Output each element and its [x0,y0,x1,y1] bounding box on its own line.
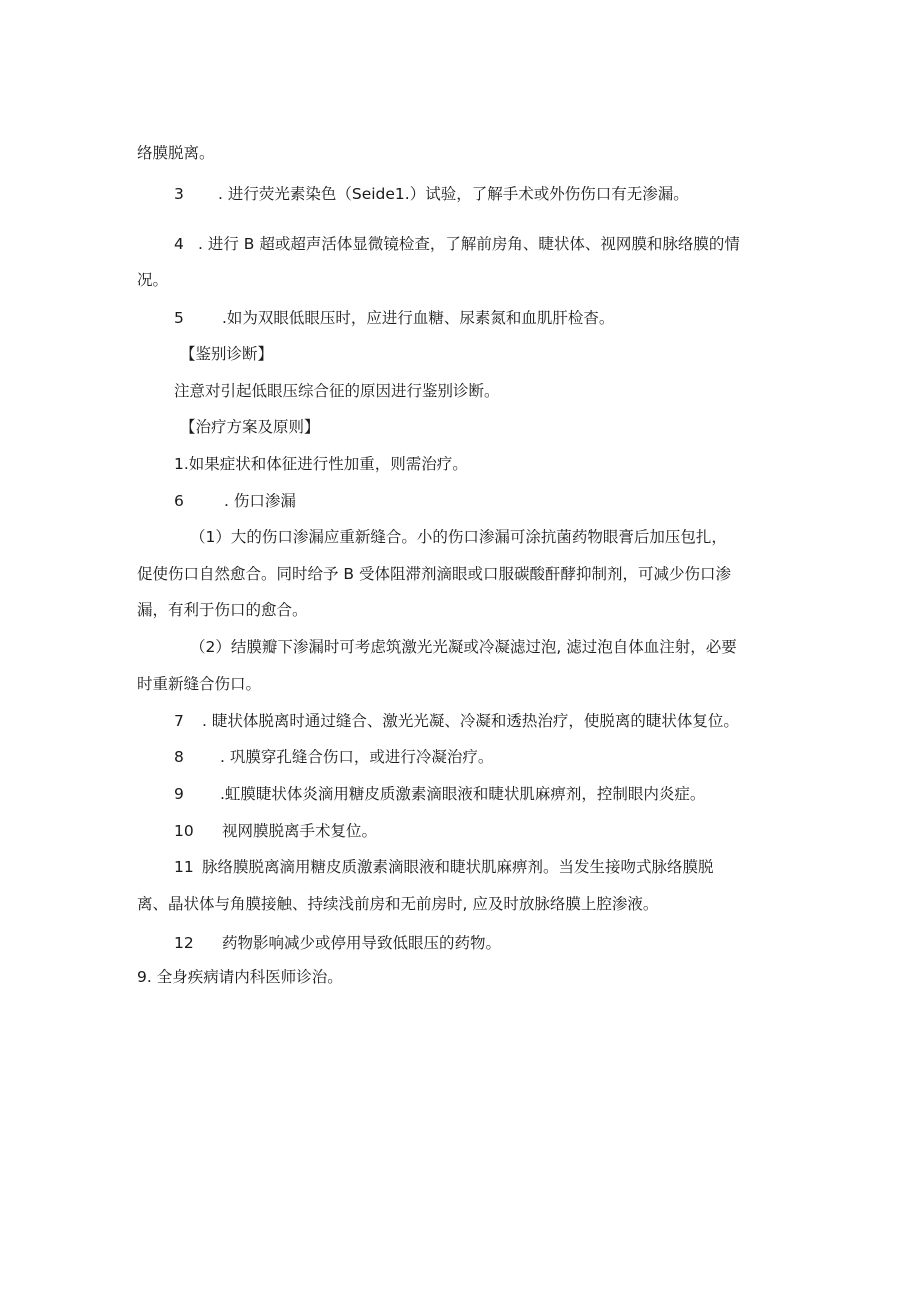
paragraph-line: （2）结膜瓣下渗漏时可考虑筑激光光凝或冷凝滤过泡, 滤过泡自体血注射，必要 [190,638,737,656]
list-item-8 [174,746,493,768]
paragraph-line: 时重新缝合伤口。 [137,675,262,693]
paragraph-line: 漏，有利于伤口的愈合。 [137,601,308,619]
list-text: .如为双眼低眼压时，应进行血糖、尿素氮和血肌肝检杳。 [222,309,615,327]
list-text: .虹膜睫状体炎滴用糖皮质激素滴眼液和睫状肌麻痹剂，控制眼内炎症。 [220,785,706,803]
list-number: 4 [174,235,184,253]
list-number: 6 [174,492,184,510]
list-number: 11 [174,858,194,876]
list-item-12 [174,932,501,954]
list-text: 视网膜脱离手术复位。 [222,822,378,840]
list-number: 12 [174,934,194,952]
list-item-10 [174,820,377,842]
list-number: 5 [174,309,184,327]
section-heading-differential: 【鉴别诊断】 [180,345,274,363]
list-item-1: 1.如果症状和体征进行性加重，则需治疗。 [174,455,468,473]
list-text: . 进行荧光素染色（Seide1.）试验，了解手术或外伤伤口有无渗漏。 [218,185,689,203]
paragraph-line: 况。 [137,271,169,289]
list-text: . 伤口渗漏 [224,492,296,510]
section-heading-treatment: 【治疗方案及原则】 [180,418,320,436]
list-item-7 [174,710,739,732]
list-text: . 进行 B 超或超声活体显微镜检查，了解前房角、睫状体、视网膜和脉络膜的情 [198,235,740,253]
list-item-5 [174,307,614,329]
list-number: 8 [174,748,184,766]
paragraph-line: 络膜脱离。 [137,144,215,162]
list-item-4 [174,233,740,255]
list-item-9 [174,783,705,805]
list-item-11 [174,856,714,878]
paragraph-line: 离、晶状体与角膜接触、持续浅前房和无前房时, 应及时放脉络膜上腔渗液。 [137,895,659,913]
list-number: 10 [174,822,194,840]
list-text: . 巩膜穿孔缝合伤口，或进行冷凝治疗。 [220,748,494,766]
list-number: 7 [174,712,184,730]
list-number: 9 [174,785,184,803]
list-item-9-systemic: 9. 全身疾病请内科医师诊治。 [137,968,343,986]
paragraph-line: 注意对引起低眼压综合征的原因进行鉴别诊断。 [174,382,500,400]
list-number: 3 [174,185,184,203]
list-text: . 睫状体脱离时通过缝合、激光光凝、冷凝和透热治疗，使脱离的睫状体复位。 [202,712,739,730]
paragraph-line: （1）大的伤口渗漏应重新缝合。小的伤口渗漏可涂抗菌药物眼膏后加压包扎， [190,528,727,546]
list-item-6 [174,490,296,512]
list-text: 药物影响减少或停用导致低眼压的药物。 [222,934,502,952]
list-text: 脉络膜脱离滴用糖皮质激素滴眼液和睫状肌麻痹剂。当发生接吻式脉络膜脱 [202,858,714,876]
list-item-3 [174,183,689,205]
paragraph-line: 促使伤口自然愈合。同时给予 B 受体阻滞剂滴眼或口服碳酸酐酵抑制剂，可减少伤口渗 [137,565,731,583]
